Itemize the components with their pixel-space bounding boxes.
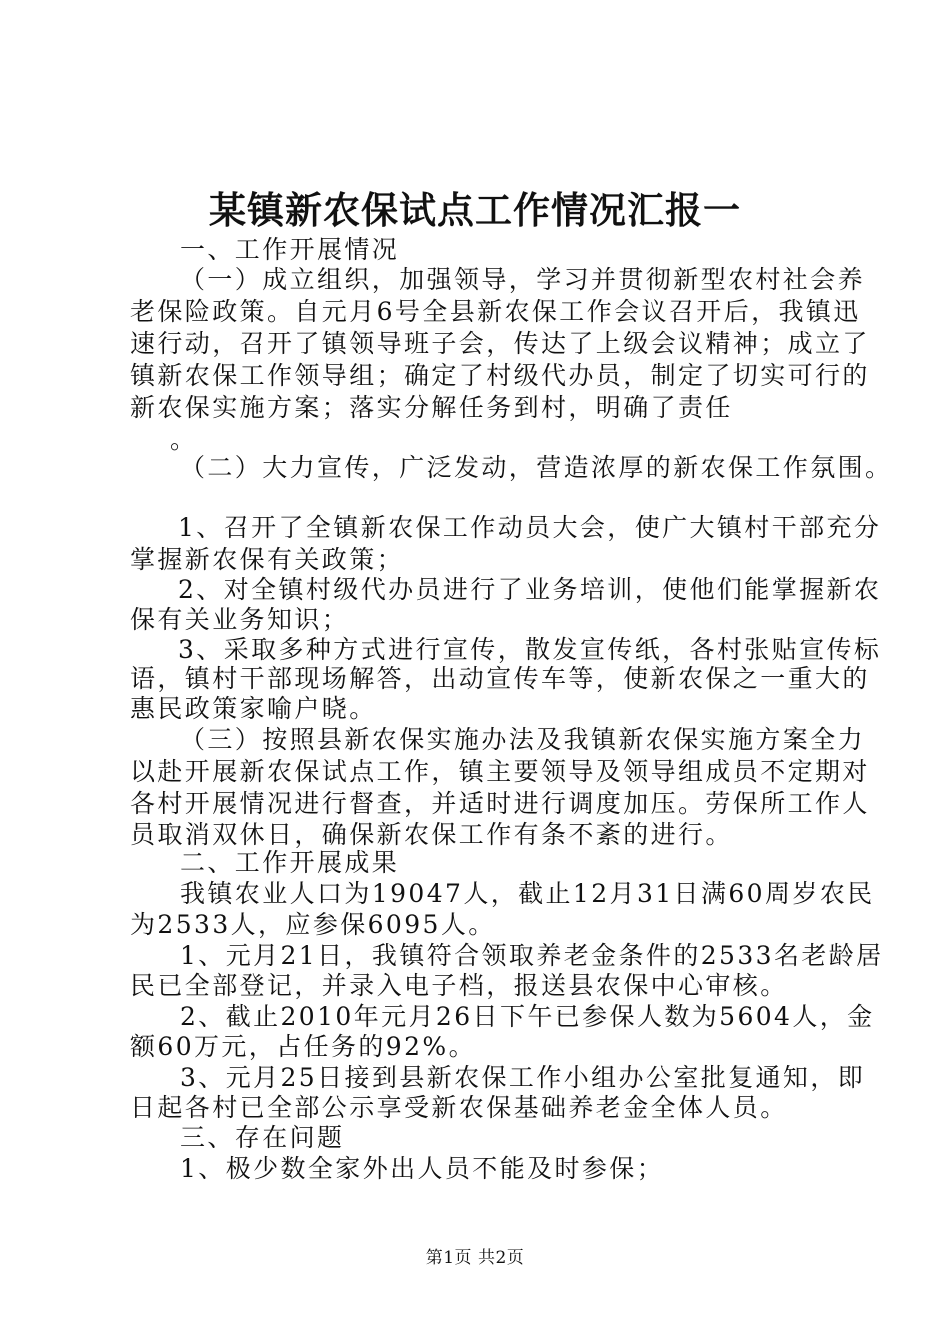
paragraph-line: 2、截止2010年元月26日下午已参保人数为5604人，金 [180, 1002, 875, 1031]
paragraph-line: 语，镇村干部现场解答，出动宣传车等，使新农保之一重大的 [130, 664, 870, 693]
paragraph-line: 以赴开展新农保试点工作，镇主要领导及领导组成员不定期对 [130, 757, 870, 786]
paragraph-line: 3、采取多种方式进行宣传，散发宣传纸，各村张贴宣传标 [178, 635, 882, 664]
paragraph-line: 1、召开了全镇新农保工作动员大会，使广大镇村干部充分 [178, 513, 882, 542]
paragraph-line: 1、极少数全家外出人员不能及时参保； [180, 1154, 665, 1183]
paragraph-line: 2、对全镇村级代办员进行了业务培训，使他们能掌握新农 [178, 575, 882, 604]
paragraph-line: 额60万元，占任务的92%。 [130, 1032, 476, 1061]
paragraph-line: 。 [170, 425, 198, 454]
paragraph-line: 掌握新农保有关政策； [130, 545, 405, 574]
section-heading-1: 一、工作开展情况 [180, 235, 400, 264]
paragraph-line: （二）大力宣传，广泛发动，营造浓厚的新农保工作氛围。 [180, 453, 893, 482]
paragraph-line: 员取消双休日，确保新农保工作有条不紊的进行。 [130, 820, 733, 849]
paragraph-line: 惠民政策家喻户晓。 [130, 694, 377, 723]
paragraph-line: 新农保实施方案；落实分解任务到村，明确了责任 [130, 393, 733, 422]
paragraph-line: 日起各村已全部公示享受新农保基础养老金全体人员。 [130, 1093, 788, 1122]
paragraph-line: 1、元月21日，我镇符合领取养老金条件的2533名老龄居 [180, 941, 884, 970]
paragraph-line: 为2533人，应参保6095人。 [130, 910, 496, 939]
paragraph-line: 镇新农保工作领导组；确定了村级代办员，制定了切实可行的 [130, 361, 870, 390]
paragraph-line: 速行动，召开了镇领导班子会，传达了上级会议精神；成立了 [130, 329, 870, 358]
paragraph-line: 保有关业务知识； [130, 605, 350, 634]
section-heading-2: 二、工作开展成果 [180, 848, 400, 877]
paragraph-line: （一）成立组织，加强领导，学习并贯彻新型农村社会养 [180, 265, 866, 294]
section-heading-3: 三、存在问题 [180, 1123, 345, 1152]
paragraph-line: 各村开展情况进行督查，并适时进行调度加压。劳保所工作人 [130, 789, 870, 818]
document-title: 某镇新农保试点工作情况汇报一 [209, 188, 741, 232]
paragraph-line: 老保险政策。自元月6号全县新农保工作会议召开后，我镇迅 [130, 297, 861, 326]
paragraph-line: （三）按照县新农保实施办法及我镇新农保实施方案全力 [180, 725, 866, 754]
paragraph-line: 3、元月25日接到县新农保工作小组办公室批复通知，即 [180, 1063, 866, 1092]
page-footer: 第1页 共2页 [425, 1248, 525, 1268]
paragraph-line: 民已全部登记，并录入电子档，报送县农保中心审核。 [130, 971, 788, 1000]
paragraph-line: 我镇农业人口为19047人，截止12月31日满60周岁农民 [180, 879, 875, 908]
